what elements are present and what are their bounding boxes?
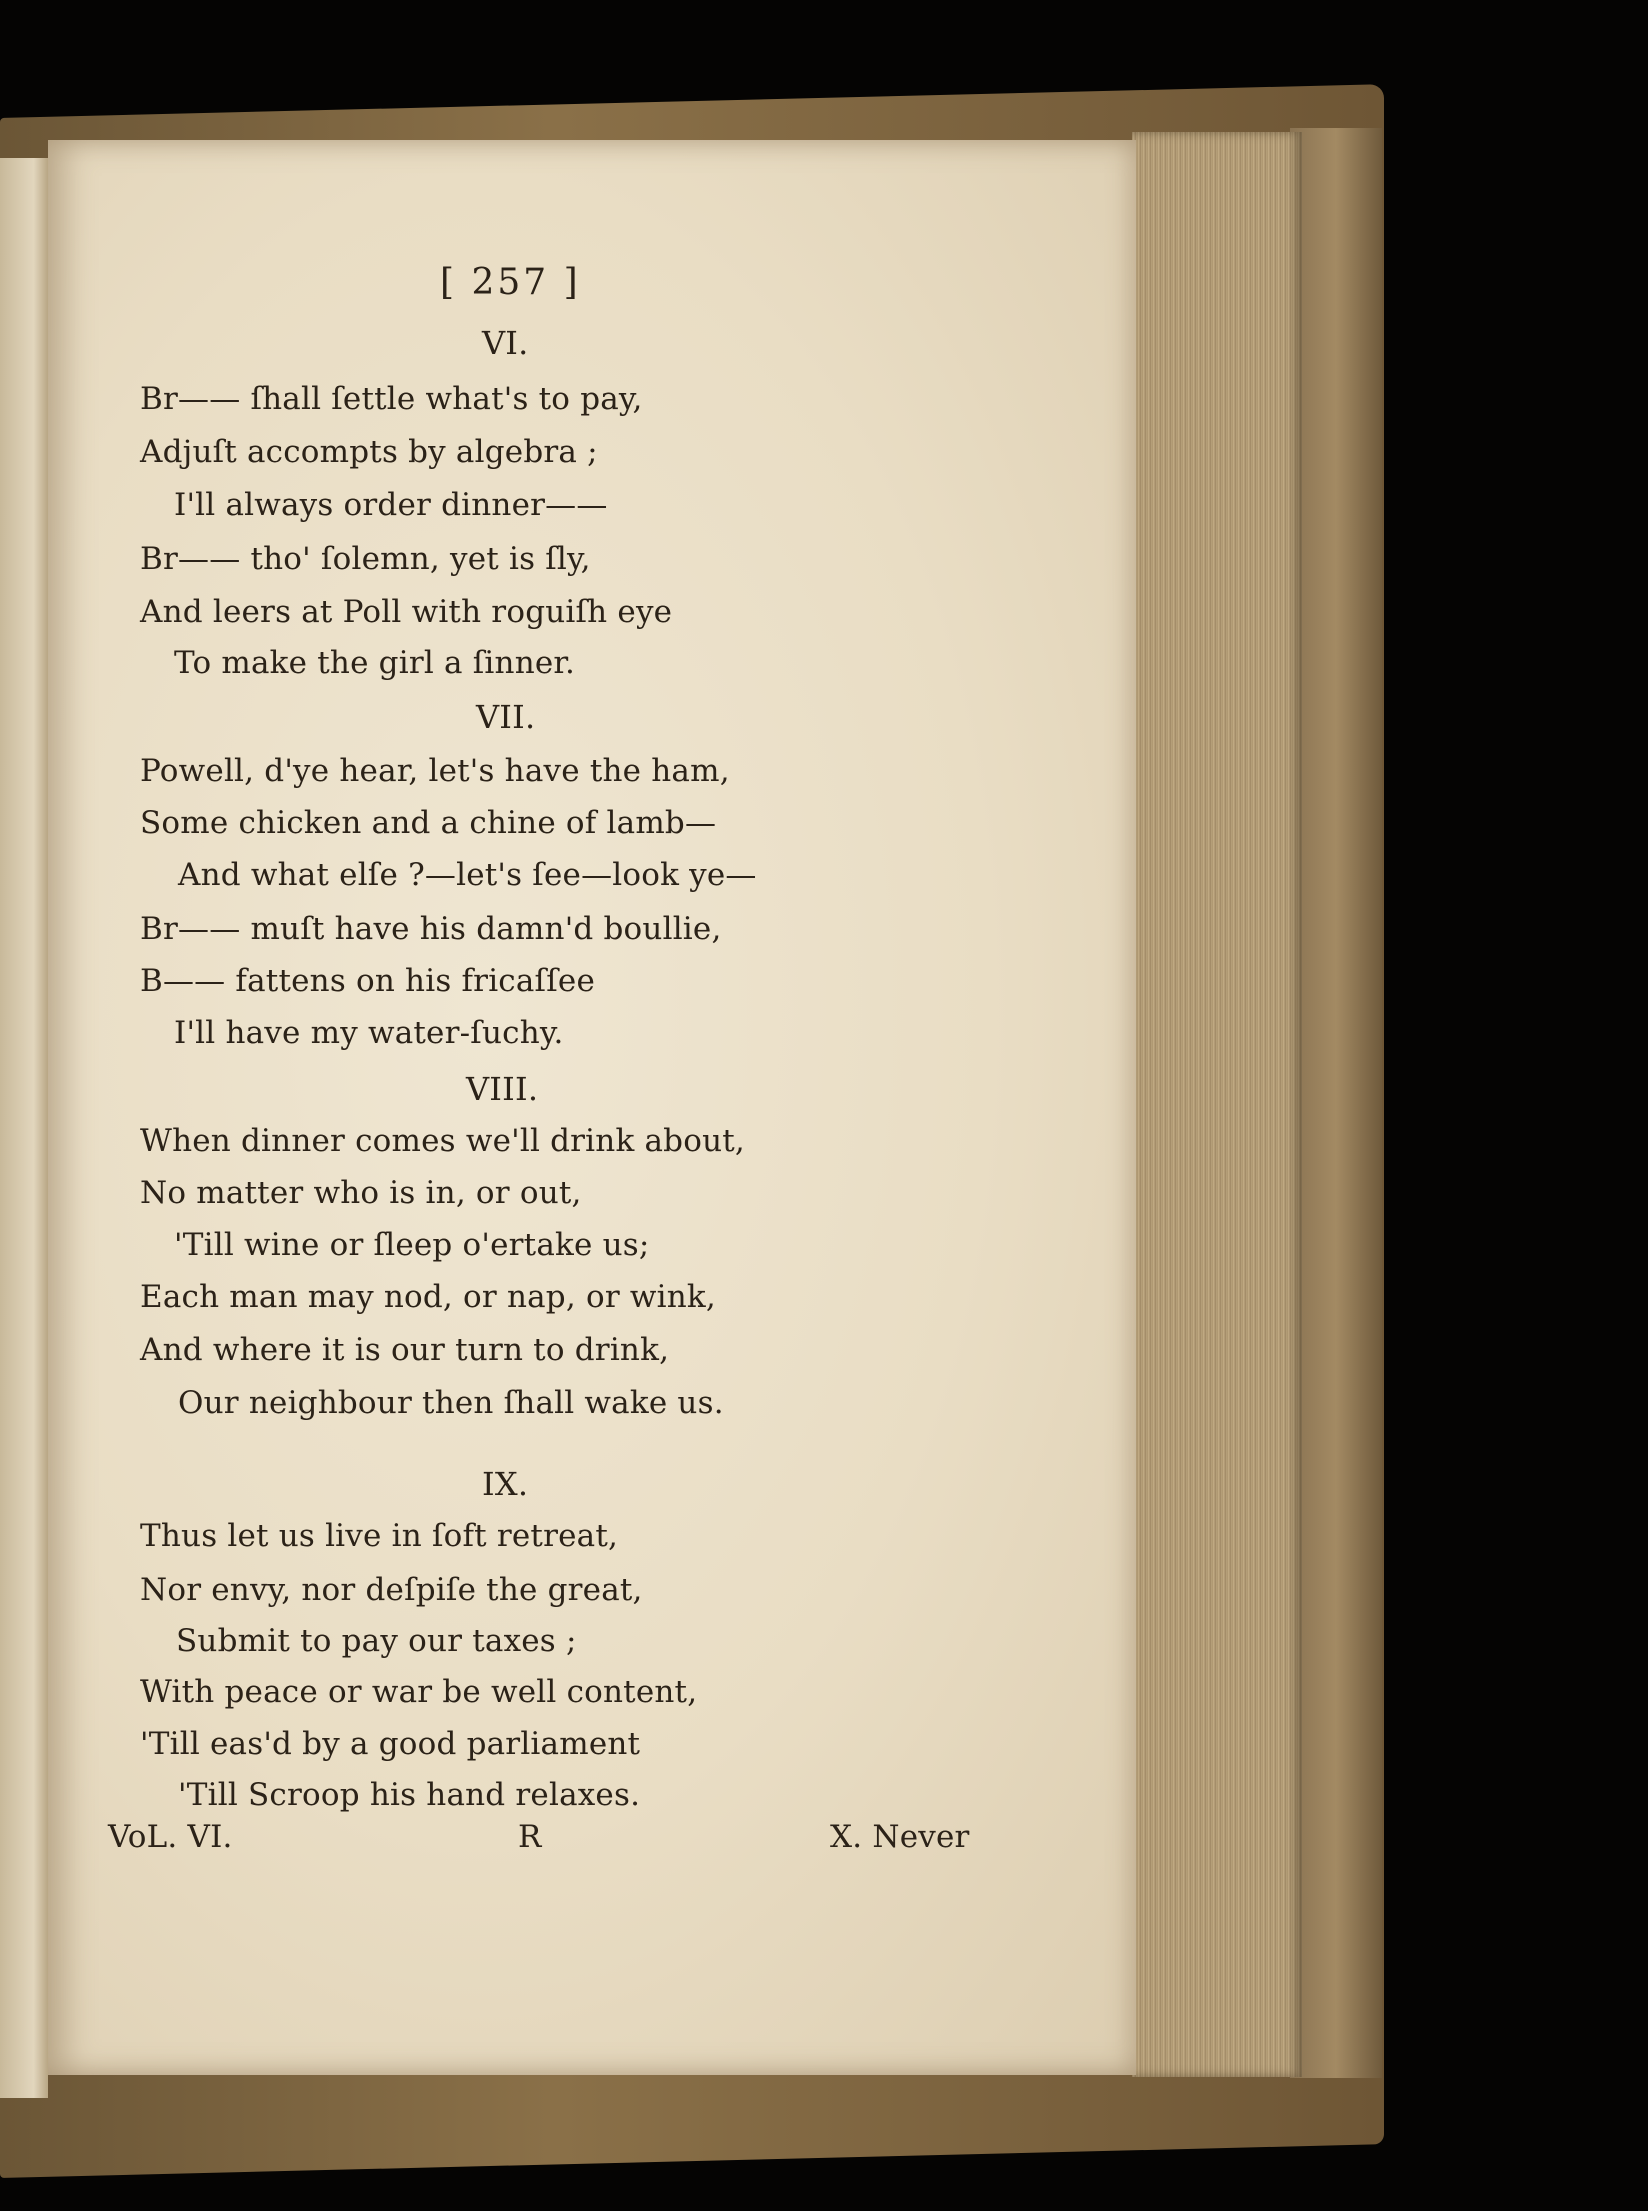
verse-line: And what elſe ?—let's ſee—look ye— [178, 857, 757, 893]
page-number: [ 257 ] [440, 262, 581, 303]
verse-line: When dinner comes we'll drink about, [140, 1123, 745, 1159]
verse-line: Thus let us live in ſoft retreat, [140, 1518, 619, 1554]
verse-line: Nor envy, nor deſpiſe the great, [140, 1572, 643, 1608]
verse-line: Some chicken and a chine of lamb— [140, 805, 717, 841]
signature-mark: R [518, 1819, 542, 1855]
verse-line: To make the girl a ſinner. [174, 645, 576, 681]
verse-line: With peace or war be well content, [140, 1674, 698, 1710]
verse-line: B—— fattens on his fricaſſee [140, 963, 595, 999]
back-board [1290, 128, 1382, 2078]
verse-line: 'Till wine or ſleep o'ertake us; [174, 1227, 650, 1263]
catchword: X. Never [830, 1819, 970, 1855]
verse-line: I'll have my water-ſuchy. [174, 1015, 564, 1051]
verse-line: Br—— ſhall ſettle what's to pay, [140, 381, 643, 417]
stanza-numeral: IX. [482, 1465, 529, 1503]
stanza-numeral: VII. [476, 698, 536, 736]
stanza-numeral: VI. [482, 324, 529, 362]
verse-line: Powell, d'ye hear, let's have the ham, [140, 753, 730, 789]
page-block-edges [1132, 132, 1302, 2077]
verse-line: Br—— tho' ſolemn, yet is ſly, [140, 541, 591, 577]
stanza-numeral: VIII. [466, 1070, 539, 1108]
verse-line: 'Till Scroop his hand relaxes. [178, 1777, 641, 1813]
volume-mark: VoL. VI. [108, 1819, 233, 1855]
verse-line: Our neighbour then ſhall wake us. [178, 1385, 724, 1421]
verse-line: And where it is our turn to drink, [140, 1332, 670, 1368]
verse-line: Adjuſt accompts by algebra ; [140, 434, 598, 470]
verse-line: Br—— muſt have his damn'd boullie, [140, 911, 722, 947]
verse-line: Submit to pay our taxes ; [176, 1623, 577, 1659]
left-page-edge [0, 158, 48, 2098]
verse-line: I'll always order dinner—— [174, 487, 608, 523]
verse-line: No matter who is in, or out, [140, 1175, 582, 1211]
verse-line: 'Till eas'd by a good parliament [140, 1726, 641, 1762]
verse-line: And leers at Poll with roguiſh eye [140, 594, 673, 630]
verse-line: Each man may nod, or nap, or wink, [140, 1279, 716, 1315]
